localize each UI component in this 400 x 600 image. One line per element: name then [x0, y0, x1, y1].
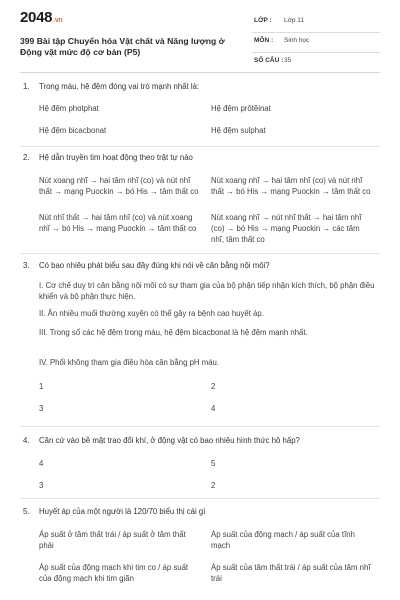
- meta-value: Sinh học: [284, 37, 310, 44]
- question-text: Huyết áp của một người là 120/70 biểu thị cái gì: [39, 507, 206, 516]
- meta-value: 35: [284, 57, 292, 64]
- meta-value: Lớp 11: [284, 17, 305, 24]
- answer-option[interactable]: Nút xoang nhĩ → nút nhĩ thất → hai tâm nhĩ (co) → bó His → mạng Puockin → các tâm nhĩ, tâm thất co: [211, 213, 362, 244]
- answer-option[interactable]: 2: [211, 382, 216, 391]
- answer-option[interactable]: 4: [211, 404, 216, 413]
- question-number: 5.: [23, 507, 30, 516]
- meta-row-grade: [252, 13, 380, 33]
- question-divider: [20, 426, 380, 427]
- question-header: [20, 435, 390, 446]
- question-number: 2.: [23, 153, 30, 162]
- answer-option[interactable]: Áp suất ở tâm thất trái / áp suất ở tâm thất phải: [39, 530, 186, 550]
- answer-option[interactable]: Áp suất của động mạch / áp suất của tĩnh mạch: [211, 530, 355, 550]
- worksheet-title: 399 Bài tập Chuyển hóa Vật chất và Năng lượng ở Động vật mức độ cơ bản (P5): [20, 36, 225, 57]
- meta-label: LỚP :: [254, 17, 272, 24]
- question-divider: [20, 253, 380, 254]
- answer-option[interactable]: Hệ đệm photphat: [39, 104, 99, 113]
- answer-option[interactable]: 4: [39, 459, 44, 468]
- answer-option[interactable]: Nút xoang nhĩ → hai tâm nhĩ (co) và nút nhĩ thất → bó His → mạng Puockin → tâm thất co: [211, 176, 371, 196]
- answer-option[interactable]: Nút nhĩ thất → hai tâm nhĩ (co) và nút xoang nhĩ → bó His → mạng Puockin → tâm thất co: [39, 213, 197, 233]
- answer-option[interactable]: 3: [39, 481, 44, 490]
- statement-1: I. Cơ chế duy trì cân bằng nội môi có sự tham gia của bộ phận tiếp nhận kích thích, bộ phận điều khiển và bộ phận thực hiện.: [39, 281, 375, 301]
- question-header: [20, 81, 390, 92]
- meta-label: SỐ CÂU :: [254, 57, 284, 64]
- meta-row-question-count: [252, 53, 380, 73]
- question-header: [20, 260, 390, 271]
- question-4: [20, 435, 390, 505]
- question-header: [20, 152, 390, 163]
- answer-option[interactable]: 5: [211, 459, 216, 468]
- question-number: 1.: [23, 82, 30, 91]
- statement-2: II. Ăn nhiều muối thường xuyên có thể gây ra bệnh cao huyết áp.: [39, 309, 264, 318]
- question-divider: [20, 498, 380, 499]
- answer-option[interactable]: 2: [211, 481, 216, 490]
- question-1: [20, 78, 390, 148]
- question-text: Hệ dẫn truyền tim hoạt động theo trật tự nào: [39, 153, 193, 162]
- logo-main: 2048: [20, 9, 53, 26]
- question-text: Trong máu, hệ đệm đóng vai trò mạnh nhất là:: [39, 82, 200, 91]
- header: [0, 0, 400, 72]
- question-2: [20, 152, 390, 252]
- question-text: Căn cứ vào bề mặt trao đổi khí, ở động vật có bao nhiêu hình thức hô hấp?: [39, 436, 300, 445]
- answer-option[interactable]: Áp suất của tâm thất trái / áp suất của tâm nhĩ trái: [211, 563, 371, 583]
- answer-option[interactable]: Hệ đệm bicacbonat: [39, 126, 107, 135]
- worksheet-meta: [252, 13, 380, 73]
- answer-option[interactable]: Hệ đệm sulphat: [211, 126, 266, 135]
- question-text: Có bao nhiêu phát biểu sau đây đúng khi nói về cân bằng nội môi?: [39, 261, 270, 270]
- question-header: [20, 506, 390, 517]
- logo-suffix: .vn: [53, 17, 63, 24]
- question-5: [20, 506, 390, 596]
- answer-option[interactable]: 1: [39, 382, 44, 391]
- answer-option[interactable]: Áp suất của động mạch khi tim co / áp suất của động mạch khi tim giãn: [39, 563, 189, 583]
- question-3: [20, 260, 390, 430]
- answer-option[interactable]: 3: [39, 404, 44, 413]
- answer-option[interactable]: Hệ đệm prôtêinat: [211, 104, 271, 113]
- question-number: 4.: [23, 436, 30, 445]
- question-divider: [20, 146, 380, 147]
- meta-row-subject: [252, 33, 380, 53]
- site-logo[interactable]: [20, 9, 62, 26]
- statement-3: III. Trong số các hệ đệm trong máu, hệ đệm bicacbonat là hệ đệm mạnh nhất.: [39, 328, 308, 337]
- header-divider: [20, 72, 380, 73]
- statement-4: IV. Phổi không tham gia điều hòa cân bằng pH máu.: [39, 358, 220, 367]
- answer-option[interactable]: Nút xoang nhĩ → hai tâm nhĩ (co) và nút nhĩ thất → mạng Puockin → bó His → tâm thất co: [39, 176, 199, 196]
- meta-label: MÔN :: [254, 37, 274, 44]
- question-number: 3.: [23, 261, 30, 270]
